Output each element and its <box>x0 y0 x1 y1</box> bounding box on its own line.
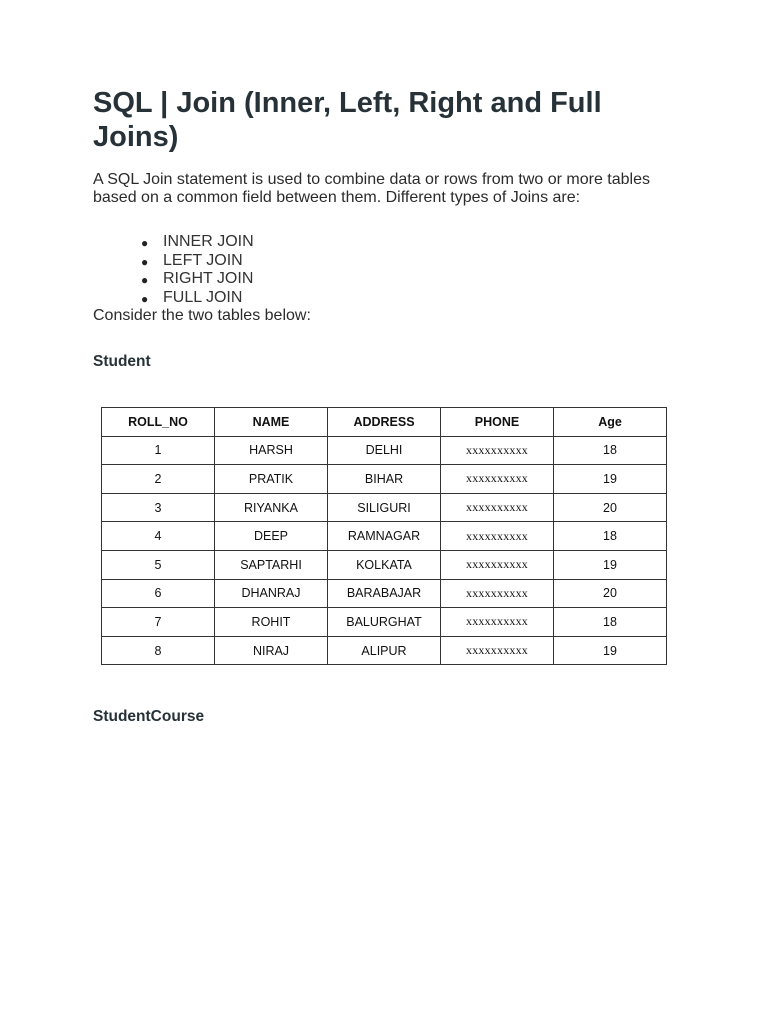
bullet-icon: ● <box>141 254 149 269</box>
join-types-list <box>93 233 254 307</box>
table-cell: ROHIT <box>215 608 328 637</box>
table-cell: 19 <box>554 465 667 494</box>
bullet-icon: ● <box>141 236 149 250</box>
column-header: ADDRESS <box>328 408 441 437</box>
table-cell: SAPTARHI <box>215 550 328 579</box>
table-cell: xxxxxxxxxx <box>441 436 554 465</box>
list-item <box>93 289 254 308</box>
table-cell: xxxxxxxxxx <box>441 550 554 579</box>
table-row <box>102 579 667 608</box>
bullet-icon: ● <box>141 291 149 306</box>
table-cell: BARABAJAR <box>328 579 441 608</box>
page-title: SQL | Join (Inner, Left, Right and Full Joins) <box>93 87 602 153</box>
table-cell: xxxxxxxxxx <box>441 522 554 551</box>
join-type-label: INNER JOIN <box>163 233 254 250</box>
table-cell: DHANRAJ <box>215 579 328 608</box>
join-type-label: FULL JOIN <box>163 288 243 306</box>
table-cell: 18 <box>554 436 667 465</box>
table-row <box>102 436 667 465</box>
table-row <box>102 465 667 494</box>
table-cell: 1 <box>102 436 215 465</box>
table-cell: PRATIK <box>215 465 328 494</box>
table-cell: KOLKATA <box>328 550 441 579</box>
student-table-title: Student <box>93 353 151 370</box>
table-cell: DEEP <box>215 522 328 551</box>
table-row <box>102 608 667 637</box>
table-cell: 7 <box>102 608 215 637</box>
table-row <box>102 550 667 579</box>
list-item <box>93 233 254 252</box>
table-cell: 18 <box>554 608 667 637</box>
table-row <box>102 636 667 665</box>
table-cell: BALURGHAT <box>328 608 441 637</box>
table-cell: 2 <box>102 465 215 494</box>
table-cell: ALIPUR <box>328 636 441 665</box>
list-item <box>93 270 254 289</box>
intro-paragraph: A SQL Join statement is used to combine data or rows from two or more tables based on a common field between them. Different types of Joins are: <box>93 171 650 206</box>
table-cell: xxxxxxxxxx <box>441 493 554 522</box>
table-cell: 6 <box>102 579 215 608</box>
table-row <box>102 522 667 551</box>
table-cell: xxxxxxxxxx <box>441 608 554 637</box>
column-header: ROLL_NO <box>102 408 215 437</box>
table-cell: SILIGURI <box>328 493 441 522</box>
column-header: PHONE <box>441 408 554 437</box>
table-cell: 5 <box>102 550 215 579</box>
table-cell: 18 <box>554 522 667 551</box>
join-type-label: LEFT JOIN <box>163 251 243 269</box>
student-course-title: StudentCourse <box>93 708 205 725</box>
join-type-label: RIGHT JOIN <box>163 270 254 287</box>
table-cell: DELHI <box>328 436 441 465</box>
column-header: Age <box>554 408 667 437</box>
table-cell: 19 <box>554 636 667 665</box>
table-cell: xxxxxxxxxx <box>441 465 554 494</box>
bullet-icon: ● <box>141 273 149 287</box>
table-cell: 3 <box>102 493 215 522</box>
table-cell: 20 <box>554 493 667 522</box>
table-row <box>102 493 667 522</box>
table-cell: NIRAJ <box>215 636 328 665</box>
column-header: NAME <box>215 408 328 437</box>
table-cell: 19 <box>554 550 667 579</box>
table-header-row <box>102 408 667 437</box>
list-item <box>93 252 254 271</box>
student-table <box>101 407 667 665</box>
table-cell: BIHAR <box>328 465 441 494</box>
consider-text: Consider the two tables below: <box>93 307 311 324</box>
table-cell: xxxxxxxxxx <box>441 579 554 608</box>
table-cell: 20 <box>554 579 667 608</box>
table-cell: 8 <box>102 636 215 665</box>
table-cell: 4 <box>102 522 215 551</box>
table-cell: RAMNAGAR <box>328 522 441 551</box>
table-cell: RIYANKA <box>215 493 328 522</box>
table-cell: xxxxxxxxxx <box>441 636 554 665</box>
table-cell: HARSH <box>215 436 328 465</box>
